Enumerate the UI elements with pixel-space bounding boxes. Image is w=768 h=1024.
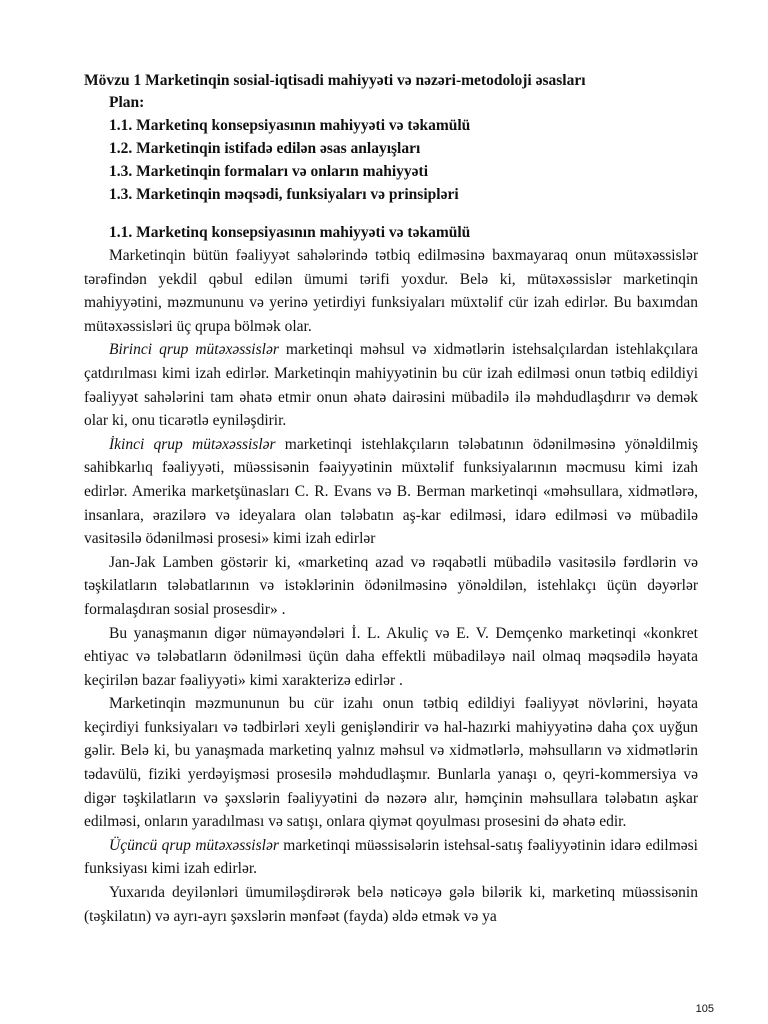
paragraph bbox=[84, 433, 698, 551]
paragraph bbox=[84, 622, 698, 693]
plan-list bbox=[84, 114, 698, 206]
paragraph-lead-italic: İkinci qrup mütəxəssislər bbox=[109, 435, 276, 453]
paragraph bbox=[84, 551, 698, 622]
page-number: 105 bbox=[695, 1003, 714, 1015]
paragraph bbox=[84, 834, 698, 881]
paragraph bbox=[84, 881, 698, 928]
plan-item: 1.3. Marketinqin formaları və onların mahiyyəti bbox=[109, 163, 429, 180]
paragraph-lead-italic: Üçüncü qrup mütəxəssislər bbox=[109, 836, 279, 854]
paragraph-text: marketinqi müəssisələrin istehsal-satış fəaliyyətinin idarə edilməsi funksiyası kimi izah edirlər. bbox=[84, 836, 698, 878]
body-text bbox=[84, 244, 698, 928]
plan-item: 1.2. Marketinqin istifadə edilən əsas anlayışları bbox=[109, 140, 421, 157]
paragraph-text: Bu yanaşmanın digər nümayəndələri İ. L. Akuliç və E. V. Demçenko marketinqi «konkret ehtiyac və tələbatların ödənilməsi üçün daha effektli mübadiləyə nail olmaq məqsədilə həyata keçirilən bazar fəaliyyəti» kimi xarakterizə edirlər . bbox=[84, 624, 698, 689]
paragraph-text: Yuxarıda deyilənləri ümumiləşdirərək belə nəticəyə gələ bilərik ki, marketinq müəssisənin (təşkilatın) və ayrı-ayrı şəxslərin mənfəət (fayda) əldə etmək və ya bbox=[84, 884, 698, 925]
plan-item: 1.3. Marketinqin məqsədi, funksiyaları və prinsipləri bbox=[109, 186, 459, 203]
paragraph-text: Marketinqin bütün fəaliyyət sahələrində tətbiq edilməsinə baxmayaraq onun mütəxəssislər tərəfindən yekdil qəbul edilən ümumi tərifi yoxdur. Belə ki, mütəxəssislər marketinqin mahiyyətini, məzmununu və yerinə yetirdiyi funksiyaları müxtəlif cür izah edirlər. Bu baxımdan mütəxəssisləri üç qrupa bölmək olar. bbox=[84, 247, 698, 335]
paragraph bbox=[84, 692, 698, 834]
paragraph-lead-italic: Birinci qrup mütəxəssislər bbox=[109, 341, 279, 359]
plan-heading: Plan: bbox=[109, 94, 145, 111]
paragraph bbox=[84, 244, 698, 338]
document-page bbox=[84, 70, 698, 928]
page-title: Mövzu 1 Marketinqin sosial-iqtisadi mahiyyəti və nəzəri-metodoloji əsasları bbox=[84, 72, 586, 89]
section-heading: 1.1. Marketinq konsepsiyasının mahiyyəti və təkamülü bbox=[109, 224, 471, 241]
plan-item: 1.1. Marketinq konsepsiyasının mahiyyəti və təkamülü bbox=[109, 117, 471, 134]
paragraph-text: Marketinqin məzmununun bu cür izahı onun tətbiq edildiyi fəaliyyət növlərini, həyata keçirdiyi funksiyaları və tədbirləri xeyli genişləndirir və hal-hazırki mahiyyətinə daha çox uyğun gəlir. Belə ki, bu yanaşmada marketinq yalnız məhsul və xidmətlərlə, məhsulların və xidmətlərin tədavülü, fiziki yerdəyişməsi prosesilə məhdudlaşmır. Bunlarla yanaşı o, qeyri-kommersiya və digər təşkilatların və şəxslərin fəaliyyətini də nəzərə alır, həmçinin məhsullara tələbatın aşkar edilməsi, onların yaradılması və satışı, onlara qiymət qoyulması prosesini də əhatə edir. bbox=[84, 695, 698, 831]
paragraph-text: Jan-Jak Lamben göstərir ki, «marketinq azad və rəqabətli mübadilə vasitəsilə fərdlərin və təşkilatların tələbatlarının və istəklərinin ödənilməsinə yönəldilən, istehlakçı üçün dəyərlər formalaşdıran sosial prosesdir» . bbox=[84, 553, 698, 618]
paragraph bbox=[84, 338, 698, 432]
paragraph-text: marketinqi istehlakçıların tələbatının ödənilməsinə yönəldilmiş sahibkarlıq fəaliyyəti, müəssisənin fəaiyyətinin müxtəlif funksiyalarının məcmusu kimi izah edirlər. Amerika marketşünasları C. R. Evans və B. Berman marketinqi «məhsullara, xidmətlərə, insanlara, ərazilərə və ideyalara olan tələbatın aş-kar edilməsi, idarə edilməsi və mübadilə vasitəsilə ödənilməsi prosesi» kimi izah edirlər bbox=[84, 435, 698, 548]
paragraph-text: marketinqi məhsul və xidmətlərin istehsalçılardan istehlakçılara çatdırılması kimi izah edirlər. Marketinqin mahiyyətinin bu cür izah edilməsi onun tətbiq edildiyi fəaliyyət sahələrini tam əhatə etmir onun əhatə dairəsini mübadilə ilə məhdudlaşdırır və demək olar ki, onu ticarətlə eyniləşdirir. bbox=[84, 341, 698, 430]
